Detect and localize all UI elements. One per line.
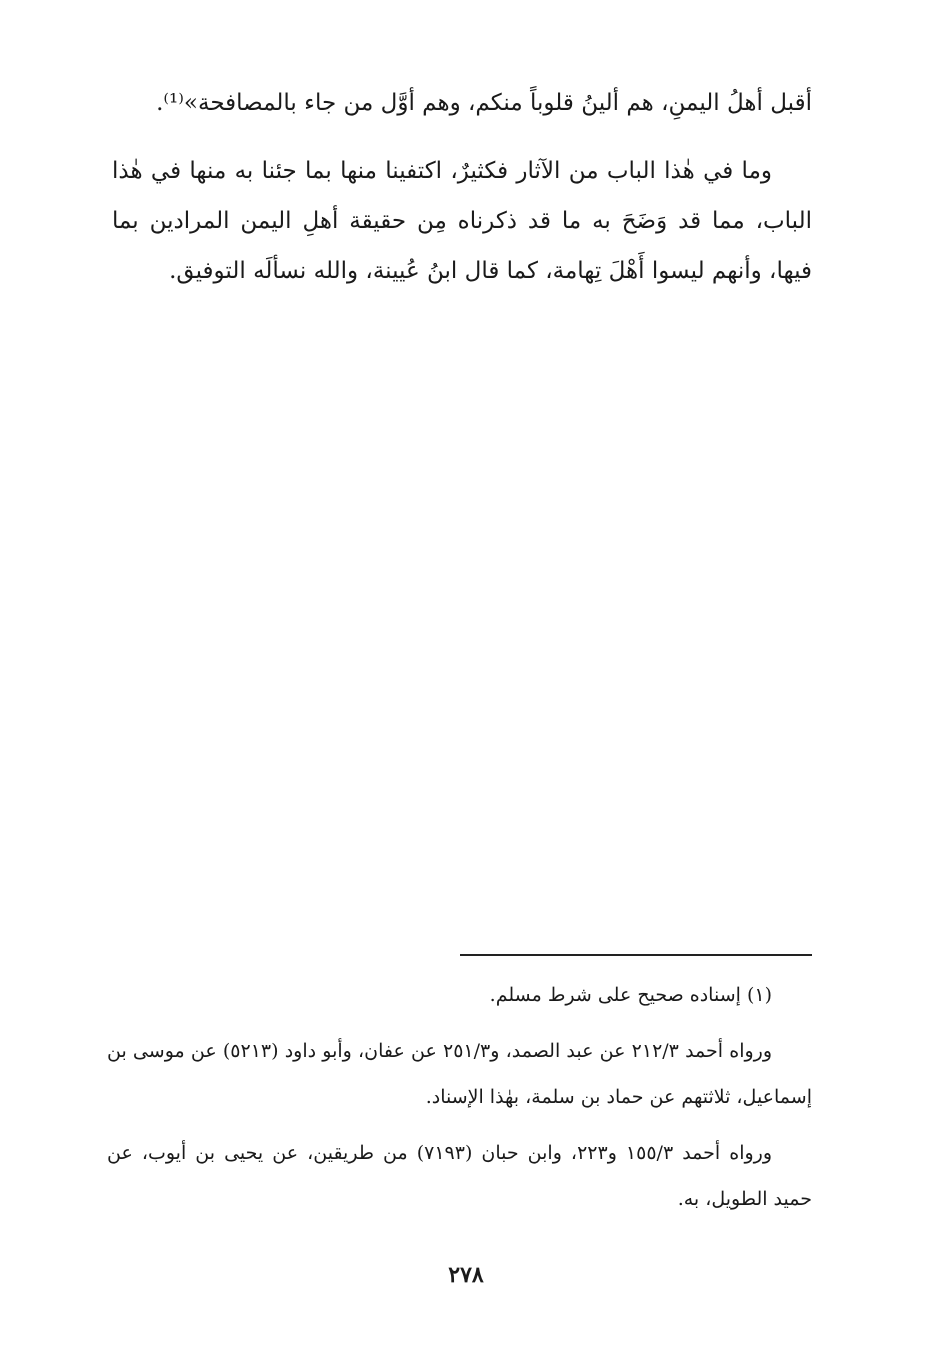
main-paragraph-2: وما في هٰذا الباب من الآثار فكثيرٌ، اكتفينا منها بما جئنا به منها في هٰذا الباب، مما قد وَضَحَ به ما قد ذكرناه مِن حقيقة أهلِ اليمن المرادين بما فيها، وأنهم ليسوا أَهْلَ تِهامة، كما قال ابنُ عُيينة، والله نسألَه التوفيق. — [112, 158, 812, 284]
page-number: ٢٧٨ — [448, 1262, 484, 1288]
footnote-paragraph-2: ورواه أحمد ٢١٢/٣ عن عبد الصمد، و٢٥١/٣ عن عفان، وأبو داود (٥٢١٣) عن موسى بن إسماعيل، ثلاثتهم عن حماد بن سلمة، بهٰذا الإسناد. — [107, 1040, 812, 1108]
footnote-divider — [460, 954, 812, 956]
footnote-paragraph-3: ورواه أحمد ١٥٥/٣ و٢٢٣، وابن حبان (٧١٩٣) من طريقين، عن يحيى بن أيوب، عن حميد الطويل، به. — [107, 1142, 812, 1210]
footnote-1: (١) إسناده صحيح على شرط مسلم. — [489, 984, 772, 1006]
footnotes — [107, 972, 812, 1232]
main-text — [112, 78, 812, 314]
main-paragraph-1: أقبل أهلُ اليمنِ، هم ألينُ قلوباً منكم، وهم أوَّل من جاء بالمصافحة»⁽¹⁾. — [156, 90, 812, 116]
